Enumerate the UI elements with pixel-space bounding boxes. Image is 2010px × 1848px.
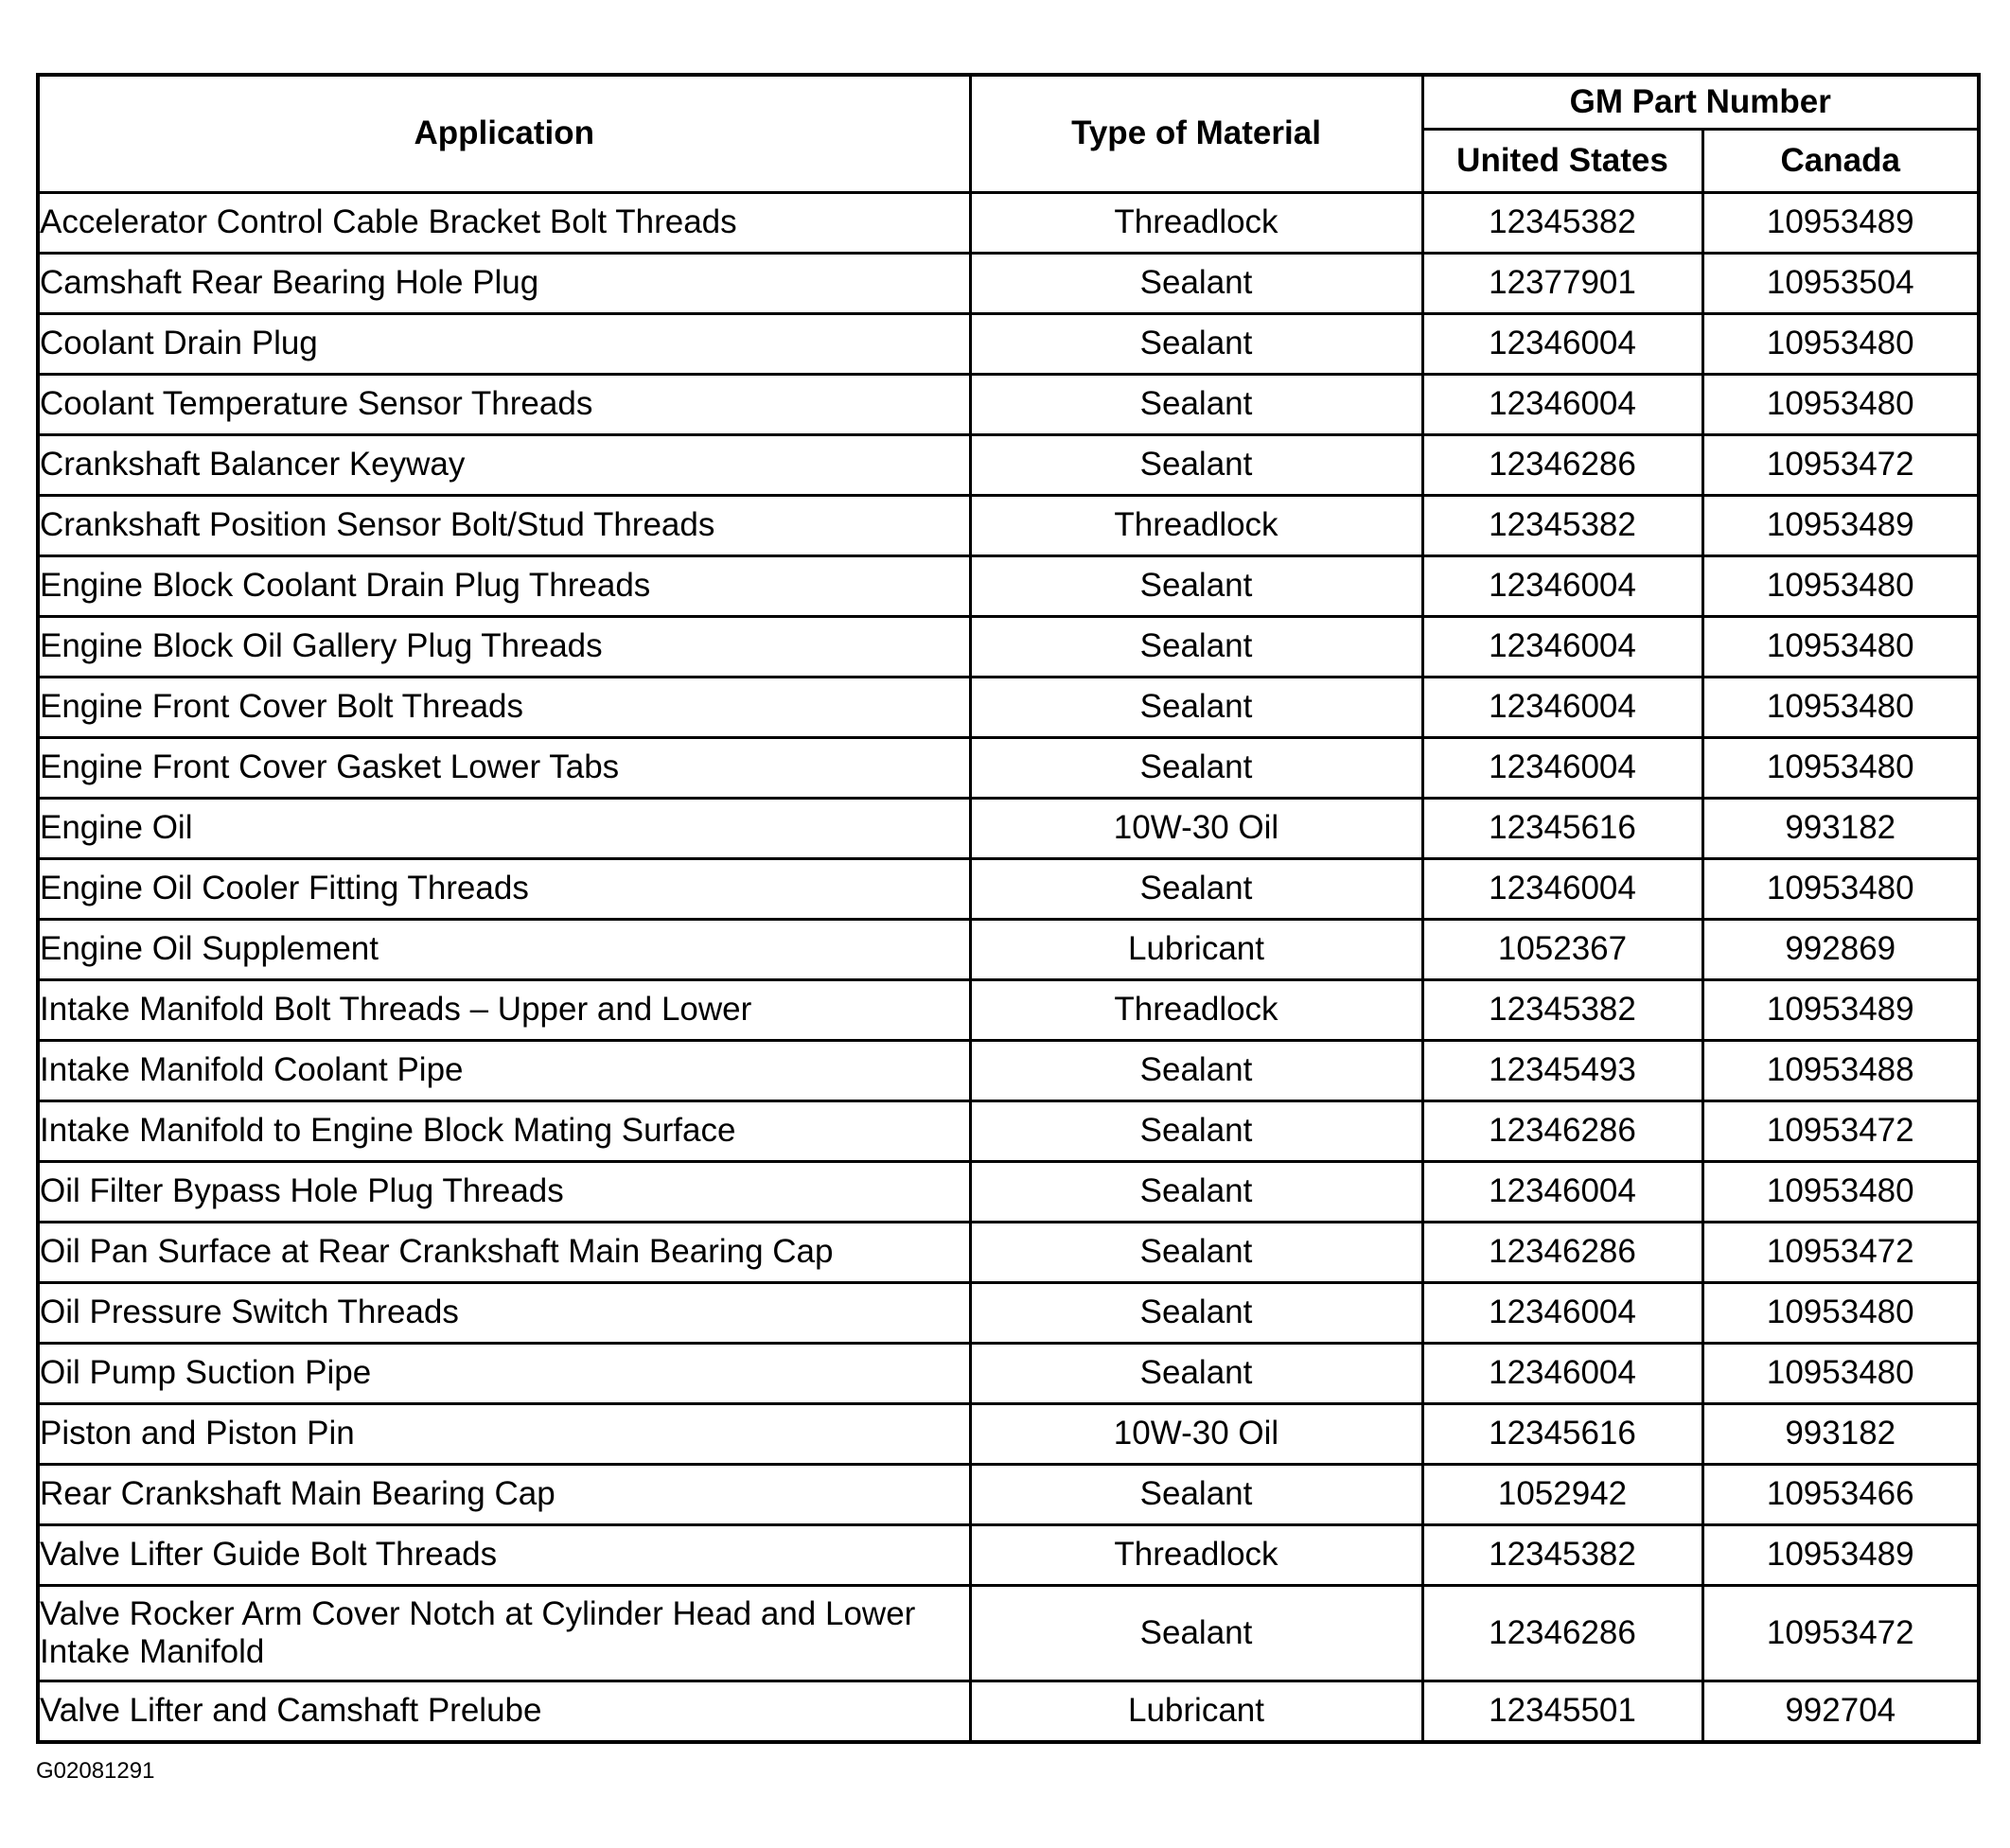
material-cell: Threadlock xyxy=(970,496,1422,556)
application-cell: Camshaft Rear Bearing Hole Plug xyxy=(38,254,970,314)
material-cell: Sealant xyxy=(970,1586,1422,1681)
table-row xyxy=(38,859,1979,920)
us-part-number-cell: 12345382 xyxy=(1422,496,1702,556)
canada-part-number-cell: 993182 xyxy=(1702,1404,1979,1465)
canada-part-number-cell: 10953480 xyxy=(1702,859,1979,920)
table-row xyxy=(38,1465,1979,1525)
table-row xyxy=(38,1101,1979,1162)
canada-part-number-cell: 10953480 xyxy=(1702,678,1979,738)
us-part-number-cell: 1052367 xyxy=(1422,920,1702,980)
us-part-number-cell: 12345382 xyxy=(1422,1525,1702,1586)
table-row xyxy=(38,1223,1979,1283)
canada-part-number-cell: 10953472 xyxy=(1702,1101,1979,1162)
us-part-number-cell: 12346004 xyxy=(1422,738,1702,799)
application-cell: Coolant Temperature Sensor Threads xyxy=(38,375,970,435)
us-part-number-cell: 12346004 xyxy=(1422,556,1702,617)
header-canada: Canada xyxy=(1702,130,1979,193)
canada-part-number-cell: 992869 xyxy=(1702,920,1979,980)
us-part-number-cell: 12346004 xyxy=(1422,859,1702,920)
application-cell: Engine Front Cover Gasket Lower Tabs xyxy=(38,738,970,799)
header-application: Application xyxy=(38,75,970,193)
application-cell: Coolant Drain Plug xyxy=(38,314,970,375)
material-cell: Sealant xyxy=(970,1041,1422,1101)
table-body xyxy=(38,193,1979,1742)
application-cell: Valve Rocker Arm Cover Notch at Cylinder Head and Lower Intake Manifold xyxy=(38,1586,970,1681)
table-row xyxy=(38,738,1979,799)
us-part-number-cell: 12346004 xyxy=(1422,314,1702,375)
table-row xyxy=(38,920,1979,980)
canada-part-number-cell: 992704 xyxy=(1702,1681,1979,1742)
application-cell: Oil Pump Suction Pipe xyxy=(38,1344,970,1404)
material-cell: 10W-30 Oil xyxy=(970,1404,1422,1465)
material-cell: Sealant xyxy=(970,254,1422,314)
figure-id: G02081291 xyxy=(36,1758,155,1784)
table-row xyxy=(38,556,1979,617)
canada-part-number-cell: 10953472 xyxy=(1702,435,1979,496)
table-row xyxy=(38,1344,1979,1404)
us-part-number-cell: 12346286 xyxy=(1422,1223,1702,1283)
application-cell: Engine Oil Supplement xyxy=(38,920,970,980)
application-cell: Oil Filter Bypass Hole Plug Threads xyxy=(38,1162,970,1223)
application-cell: Engine Front Cover Bolt Threads xyxy=(38,678,970,738)
material-cell: Sealant xyxy=(970,1101,1422,1162)
table-row xyxy=(38,314,1979,375)
canada-part-number-cell: 10953480 xyxy=(1702,1162,1979,1223)
canada-part-number-cell: 10953472 xyxy=(1702,1586,1979,1681)
application-cell: Intake Manifold to Engine Block Mating Surface xyxy=(38,1101,970,1162)
table-row xyxy=(38,1586,1979,1681)
application-cell: Crankshaft Balancer Keyway xyxy=(38,435,970,496)
us-part-number-cell: 12346004 xyxy=(1422,1162,1702,1223)
material-cell: Sealant xyxy=(970,617,1422,678)
material-cell: Sealant xyxy=(970,678,1422,738)
application-cell: Oil Pressure Switch Threads xyxy=(38,1283,970,1344)
parts-table xyxy=(36,73,1981,1744)
canada-part-number-cell: 10953480 xyxy=(1702,314,1979,375)
us-part-number-cell: 12346004 xyxy=(1422,1344,1702,1404)
us-part-number-cell: 12346286 xyxy=(1422,1586,1702,1681)
us-part-number-cell: 12345501 xyxy=(1422,1681,1702,1742)
table-row xyxy=(38,496,1979,556)
material-cell: Sealant xyxy=(970,1162,1422,1223)
us-part-number-cell: 12345616 xyxy=(1422,1404,1702,1465)
table-row xyxy=(38,1681,1979,1742)
us-part-number-cell: 12346286 xyxy=(1422,435,1702,496)
canada-part-number-cell: 10953480 xyxy=(1702,738,1979,799)
canada-part-number-cell: 10953480 xyxy=(1702,1283,1979,1344)
material-cell: Sealant xyxy=(970,314,1422,375)
material-cell: Sealant xyxy=(970,738,1422,799)
canada-part-number-cell: 993182 xyxy=(1702,799,1979,859)
canada-part-number-cell: 10953472 xyxy=(1702,1223,1979,1283)
table-row xyxy=(38,193,1979,254)
table-row xyxy=(38,980,1979,1041)
application-cell: Valve Lifter and Camshaft Prelube xyxy=(38,1681,970,1742)
application-cell: Intake Manifold Bolt Threads – Upper and Lower xyxy=(38,980,970,1041)
us-part-number-cell: 12377901 xyxy=(1422,254,1702,314)
canada-part-number-cell: 10953480 xyxy=(1702,1344,1979,1404)
application-cell: Engine Block Coolant Drain Plug Threads xyxy=(38,556,970,617)
us-part-number-cell: 12346004 xyxy=(1422,678,1702,738)
us-part-number-cell: 12346004 xyxy=(1422,375,1702,435)
canada-part-number-cell: 10953480 xyxy=(1702,375,1979,435)
canada-part-number-cell: 10953488 xyxy=(1702,1041,1979,1101)
application-cell: Engine Oil xyxy=(38,799,970,859)
canada-part-number-cell: 10953489 xyxy=(1702,980,1979,1041)
canada-part-number-cell: 10953480 xyxy=(1702,617,1979,678)
material-cell: Sealant xyxy=(970,375,1422,435)
canada-part-number-cell: 10953466 xyxy=(1702,1465,1979,1525)
material-cell: Lubricant xyxy=(970,1681,1422,1742)
application-cell: Crankshaft Position Sensor Bolt/Stud Threads xyxy=(38,496,970,556)
table-row xyxy=(38,375,1979,435)
application-cell: Oil Pan Surface at Rear Crankshaft Main Bearing Cap xyxy=(38,1223,970,1283)
us-part-number-cell: 12345382 xyxy=(1422,980,1702,1041)
table-row xyxy=(38,678,1979,738)
table-header xyxy=(38,75,1979,193)
material-cell: Sealant xyxy=(970,1283,1422,1344)
material-cell: Threadlock xyxy=(970,980,1422,1041)
table-row xyxy=(38,1525,1979,1586)
us-part-number-cell: 12345493 xyxy=(1422,1041,1702,1101)
us-part-number-cell: 12345382 xyxy=(1422,193,1702,254)
material-cell: 10W-30 Oil xyxy=(970,799,1422,859)
table-row xyxy=(38,1162,1979,1223)
table-row xyxy=(38,1041,1979,1101)
material-cell: Sealant xyxy=(970,435,1422,496)
us-part-number-cell: 12346004 xyxy=(1422,1283,1702,1344)
us-part-number-cell: 12346004 xyxy=(1422,617,1702,678)
material-cell: Sealant xyxy=(970,1465,1422,1525)
canada-part-number-cell: 10953489 xyxy=(1702,496,1979,556)
application-cell: Engine Block Oil Gallery Plug Threads xyxy=(38,617,970,678)
header-united-states: United States xyxy=(1422,130,1702,193)
application-cell: Rear Crankshaft Main Bearing Cap xyxy=(38,1465,970,1525)
material-cell: Threadlock xyxy=(970,193,1422,254)
table-row xyxy=(38,617,1979,678)
us-part-number-cell: 12346286 xyxy=(1422,1101,1702,1162)
us-part-number-cell: 12345616 xyxy=(1422,799,1702,859)
material-cell: Lubricant xyxy=(970,920,1422,980)
material-cell: Sealant xyxy=(970,859,1422,920)
table-row xyxy=(38,1283,1979,1344)
canada-part-number-cell: 10953480 xyxy=(1702,556,1979,617)
material-cell: Sealant xyxy=(970,1223,1422,1283)
table-row xyxy=(38,435,1979,496)
canada-part-number-cell: 10953489 xyxy=(1702,1525,1979,1586)
material-cell: Sealant xyxy=(970,1344,1422,1404)
table-row xyxy=(38,254,1979,314)
table-row xyxy=(38,1404,1979,1465)
material-cell: Threadlock xyxy=(970,1525,1422,1586)
header-type-of-material: Type of Material xyxy=(970,75,1422,193)
application-cell: Engine Oil Cooler Fitting Threads xyxy=(38,859,970,920)
application-cell: Accelerator Control Cable Bracket Bolt Threads xyxy=(38,193,970,254)
application-cell: Piston and Piston Pin xyxy=(38,1404,970,1465)
material-cell: Sealant xyxy=(970,556,1422,617)
us-part-number-cell: 1052942 xyxy=(1422,1465,1702,1525)
application-cell: Valve Lifter Guide Bolt Threads xyxy=(38,1525,970,1586)
canada-part-number-cell: 10953504 xyxy=(1702,254,1979,314)
table-row xyxy=(38,799,1979,859)
application-cell: Intake Manifold Coolant Pipe xyxy=(38,1041,970,1101)
header-gm-part-number: GM Part Number xyxy=(1422,75,1979,130)
canada-part-number-cell: 10953489 xyxy=(1702,193,1979,254)
